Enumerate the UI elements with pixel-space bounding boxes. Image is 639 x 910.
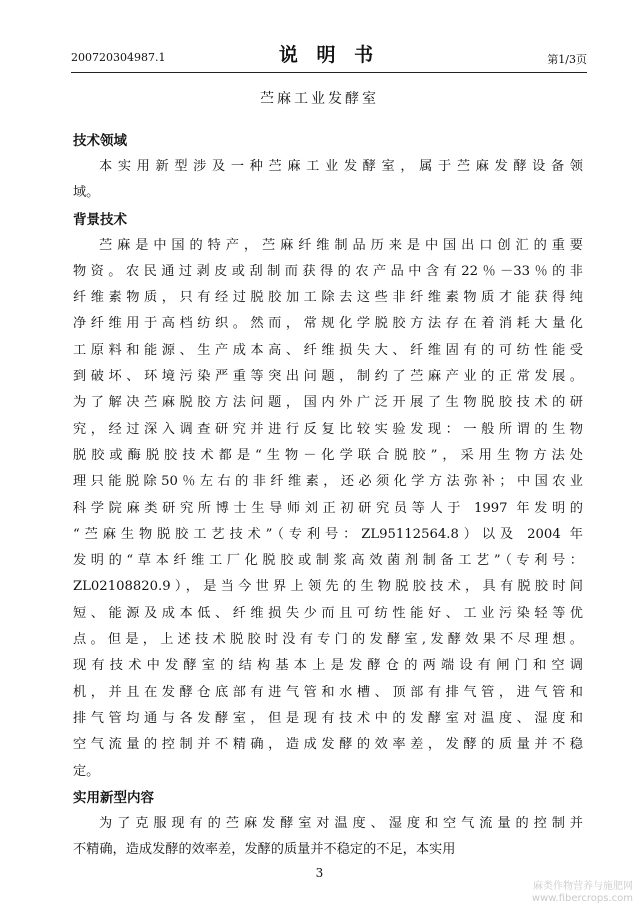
text-line: 科学院麻类研究所博士生导师刘正初研究员等人于 1997 年发明的 (73, 500, 583, 516)
doc-number: 200720304987.1 (71, 51, 166, 64)
text-line: 为了解决苎麻脱胶方法问题，国内外广泛开展了生物脱胶技术的研 (73, 395, 583, 411)
text-line: 净纤维用于高档纺织。然而，常规化学脱胶方法存在着消耗大量化 (73, 316, 583, 332)
document-title: 苎麻工业发酵室 (260, 91, 379, 107)
section-heading: 实用新型内容 (73, 789, 154, 806)
text-line: 域。 (73, 185, 100, 201)
watermark-site-name: 麻类作物营养与施肥网 (533, 881, 633, 892)
text-line: 空气流量的控制并不精确，造成发酵的效率差，发酵的质量并不稳 (73, 737, 583, 753)
text-line: 工原料和能源、生产成本高、纤维损失大、纤维固有的可纺性能受 (73, 342, 583, 358)
text-line: 物资。农民通过剥皮或刮制而获得的农产品中含有22％－33％的非 (73, 263, 583, 279)
text-line: 本实用新型涉及一种苎麻工业发酵室，属于苎麻发酵设备领 (99, 159, 583, 174)
page-header (71, 38, 587, 73)
section-paragraph (73, 811, 583, 864)
text-line: ZL02108820.9），是当今世界上领先的生物脱胶技术，具有脱胶时间 (73, 579, 583, 595)
section-paragraph (73, 154, 583, 207)
text-line: 现有技术中发酵室的结构基本上是发酵仓的两端设有闸门和空调 (73, 658, 583, 674)
section-title: 说 明 书 (278, 44, 380, 66)
section-paragraph (73, 233, 583, 785)
page-label: 第1/3页 (547, 53, 587, 66)
text-line: “苎麻生物脱胶工艺技术”（专利号：ZL95112564.8）以及 2004 年 (73, 526, 583, 542)
text-line: 机，并且在发酵仓底部有进气管和水槽、顶部有排气管，进气管和 (73, 684, 583, 700)
text-line: 到破坏、环境污染严重等突出问题，制约了苎麻产业的正常发展。 (73, 369, 583, 385)
text-line: 理只能脱除50％左右的非纤维素，还必须化学方法弥补；中国农业 (73, 474, 583, 490)
text-line: 为了克服现有的苎麻发酵室对温度、湿度和空气流量的控制并 (99, 815, 583, 831)
text-line: 发明的“草本纤维工厂化脱胶或制浆高效菌剂制备工艺”（专利号： (73, 553, 583, 569)
text-line: 定。 (73, 763, 100, 779)
page-number: 3 (315, 866, 324, 880)
section-heading: 技术领域 (73, 133, 127, 149)
watermark (532, 881, 633, 905)
text-line: 苎麻是中国的特产，苎麻纤维制品历来是中国出口创汇的重要 (99, 237, 583, 253)
text-line: 短、能源及成本低、纤维损失少而且可纺性能好、工业污染轻等优 (73, 605, 583, 621)
document-body (73, 128, 583, 863)
text-line: 纤维素物质，只有经过脱胶加工除去这些非纤维素物质才能获得纯 (73, 290, 583, 306)
text-line: 脱胶或酶脱胶技术都是“生物－化学联合脱胶”，采用生物方法处 (73, 447, 583, 463)
watermark-url: www.fibercrops.com (531, 893, 633, 904)
text-line: 不精确，造成发酵的效率差，发酵的质量并不稳定的不足，本实用 (73, 842, 456, 858)
section-heading: 背景技术 (73, 211, 127, 228)
text-line: 排气管均通与各发酵室，但是现有技术中的发酵室对温度、湿度和 (73, 710, 583, 726)
text-line: 点。但是，上述技术脱胶时没有专门的发酵室,发酵效果不尽理想。 (73, 632, 583, 648)
text-line: 究，经过深入调查研究并进行反复比较实验发现：一般所谓的生物 (73, 421, 583, 437)
